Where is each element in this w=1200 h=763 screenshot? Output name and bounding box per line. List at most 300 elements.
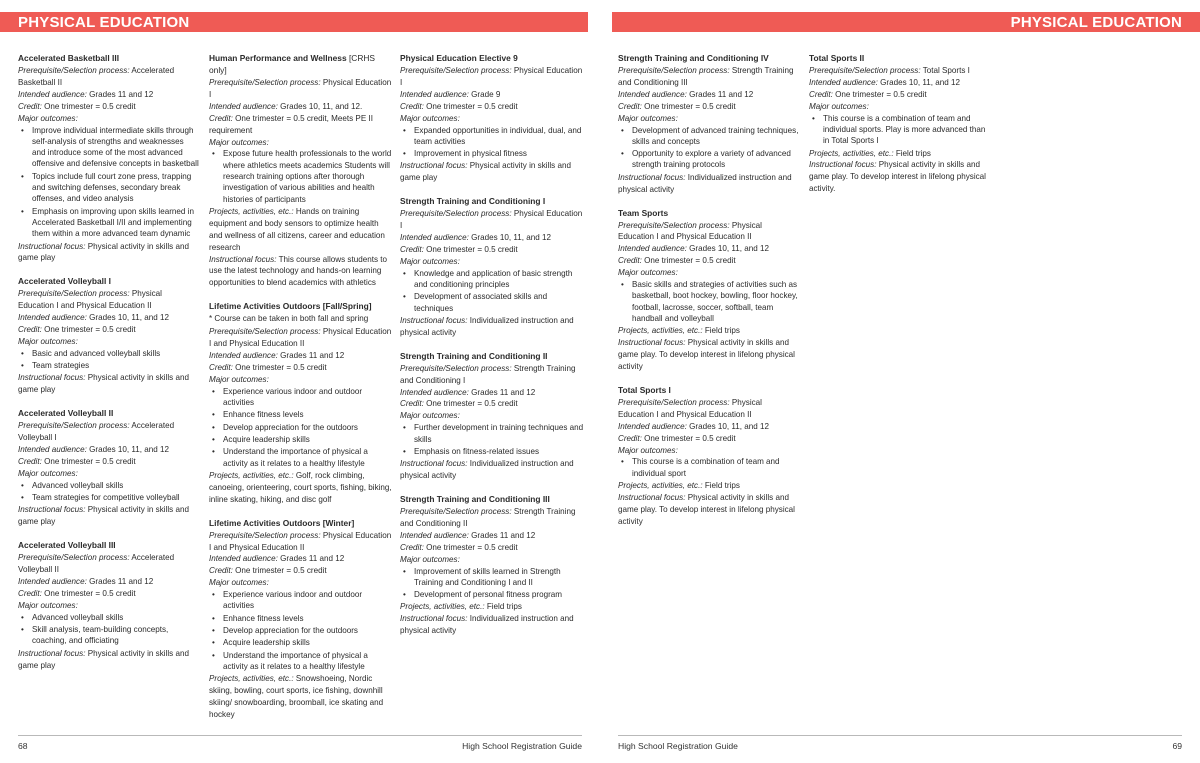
outcome-item: • Skill analysis, team-building concepts, coaching, and officiating	[18, 624, 199, 647]
prerequisite-field-label: Prerequisite/Selection process:	[809, 66, 921, 75]
prerequisite-field	[18, 288, 199, 312]
course-block	[400, 493, 584, 637]
credit-field-label: Credit:	[400, 244, 424, 254]
focus-field	[618, 337, 799, 373]
course-block	[18, 52, 199, 264]
focus-field	[400, 613, 584, 637]
projects-field-value: Field trips	[895, 148, 931, 158]
projects-field	[618, 480, 799, 492]
audience-field-label: Intended audience:	[400, 89, 469, 99]
credit-field-value: One trimester = 0.5 credit	[426, 542, 518, 552]
course-title	[18, 407, 199, 419]
audience-field-value: Grades 10, 11, and 12	[471, 233, 552, 243]
credit-field-label: Credit:	[400, 101, 424, 111]
course-block	[18, 275, 199, 396]
outcomes-label: Major outcomes:	[18, 468, 78, 478]
outcome-item: • This course is a combination of team and individual sport	[618, 456, 799, 479]
outcomes-list	[18, 348, 199, 372]
course-block	[618, 52, 799, 196]
prerequisite-field-value: Physical Education I	[209, 78, 392, 99]
projects-field-value: Field trips	[704, 481, 740, 490]
prerequisite-field	[400, 208, 584, 232]
prerequisite-field-label: Prerequisite/Selection process:	[400, 66, 512, 75]
audience-field-value: Grades 11 and 12	[689, 89, 754, 99]
projects-field-value: Field trips	[704, 326, 740, 336]
audience-field-value: Grades 10, 11, and 12	[689, 244, 770, 254]
column-1	[18, 52, 199, 682]
course-title-text: Physical Education Elective 9	[400, 53, 518, 63]
prerequisite-field-value: Physical Education I and Physical Education II	[209, 327, 392, 349]
audience-field-label: Intended audience:	[618, 421, 687, 431]
credit-field	[209, 113, 392, 137]
course-block	[400, 52, 584, 184]
prerequisite-field-label: Prerequisite/Selection process:	[400, 209, 512, 219]
focus-field-label: Instructional focus:	[18, 373, 86, 383]
credit-field	[618, 433, 799, 445]
course-title	[18, 275, 199, 287]
course-title-text: Total Sports I	[618, 384, 671, 395]
left-page-number: 68	[18, 741, 28, 751]
audience-field-label: Intended audience:	[618, 244, 687, 254]
credit-field-value: One trimester = 0.5 credit	[44, 588, 136, 598]
focus-field-label: Instructional focus:	[400, 459, 468, 469]
focus-field-value: Individualized instruction and physical activity	[400, 614, 574, 636]
outcome-item: • Experience various indoor and outdoor activities	[209, 589, 392, 612]
course-title	[18, 52, 199, 64]
outcomes-list	[18, 125, 199, 240]
prerequisite-field	[209, 530, 392, 554]
audience-field-label: Intended audience:	[209, 554, 278, 564]
prerequisite-field-value: Physical Education I and Physical Education II	[209, 530, 392, 552]
outcome-item: • Basic and advanced volleyball skills	[18, 348, 199, 359]
projects-field-label: Projects, activities, etc.:	[618, 481, 703, 490]
credit-field-value: One trimester = 0.5 credit	[644, 101, 736, 111]
outcomes-list	[18, 480, 199, 504]
projects-field	[209, 470, 392, 506]
prerequisite-field-value: Total Sports I	[922, 66, 970, 75]
outcome-item: • Experience various indoor and outdoor activities	[209, 386, 392, 409]
focus-field-label: Instructional focus:	[400, 315, 468, 325]
right-page-number: 69	[1172, 741, 1182, 751]
audience-field-value: Grades 10, 11, and 12	[880, 77, 961, 87]
left-page-title: PHYSICAL EDUCATION	[18, 14, 190, 31]
focus-field	[400, 458, 584, 482]
projects-field-label: Projects, activities, etc.:	[809, 148, 894, 158]
credit-field-value: One trimester = 0.5 credit, Meets PE II requirement	[209, 113, 373, 135]
credit-field-value: One trimester = 0.5 credit	[644, 433, 736, 443]
focus-field-value: Physical activity in skills and game play. To develop interest in lifelong physical activity	[618, 492, 795, 526]
course-title-text: Accelerated Volleyball I	[18, 276, 111, 287]
outcomes-label: Major outcomes:	[18, 600, 78, 610]
credit-field	[809, 89, 991, 101]
focus-field-label: Instructional focus:	[209, 254, 277, 264]
focus-field-value: Physical activity in skills and game play	[18, 241, 189, 263]
course-title	[400, 493, 584, 505]
outcome-item: • Development of personal fitness program	[400, 589, 584, 600]
audience-field-value: Grades 10, 11, and 12	[89, 313, 170, 323]
left-guide-title: High School Registration Guide	[462, 741, 582, 751]
audience-field-label: Intended audience:	[209, 351, 278, 361]
focus-field	[618, 172, 799, 196]
focus-field-label: Instructional focus:	[400, 161, 468, 171]
credit-field-label: Credit:	[209, 566, 233, 576]
audience-field-value: Grades 10, 11, and 12	[689, 421, 770, 431]
outcomes-list	[400, 422, 584, 457]
credit-field-value: One trimester = 0.5 credit	[644, 256, 736, 266]
focus-field	[18, 241, 199, 265]
course-title-text: Accelerated Volleyball III	[18, 540, 116, 551]
focus-field-value: Individualized instruction and physical activity	[618, 172, 792, 194]
course-title	[618, 384, 799, 396]
outcome-item: • Opportunity to explore a variety of advanced strength training protocols	[618, 148, 799, 171]
outcomes-list	[18, 612, 199, 647]
course-block	[400, 195, 584, 339]
outcome-item: • Team strategies	[18, 360, 199, 371]
focus-field-value: Physical activity in skills and game play	[18, 648, 189, 670]
credit-field	[400, 101, 584, 113]
prerequisite-field-value: Physical Education I	[400, 66, 583, 87]
outcome-item: • Team strategies for competitive volleyball	[18, 492, 199, 503]
right-page-title: PHYSICAL EDUCATION	[1010, 14, 1182, 31]
outcomes-label: Major outcomes:	[618, 113, 678, 123]
prerequisite-field-value: Physical Education I and Physical Education II	[18, 289, 162, 311]
focus-field-label: Instructional focus:	[618, 172, 686, 182]
outcome-item: • Basic skills and strategies of activities such as basketball, boot hockey, bowling, floor hockey, football, lacrosse, soccer, softball, team handball and volleyball	[618, 279, 799, 324]
outcomes-list	[209, 386, 392, 469]
credit-field	[209, 565, 392, 577]
projects-field-label: Projects, activities, etc.:	[209, 206, 294, 216]
outcome-item: • Expanded opportunities in individual, dual, and team activities	[400, 125, 584, 148]
prerequisite-field-label: Prerequisite/Selection process:	[209, 327, 321, 337]
outcome-item: • Expose future health professionals to the world where athletics meets academics Students will research training options after thorough investigation of various abilities and health histories of participants	[209, 148, 392, 204]
audience-field-label: Intended audience:	[18, 577, 87, 586]
outcome-item: • Develop appreciation for the outdoors	[209, 422, 392, 433]
course-title-text: Lifetime Activities Outdoors [Winter]	[209, 517, 355, 528]
course-title	[618, 52, 799, 64]
course-title-text: Strength Training and Conditioning II	[400, 350, 548, 361]
prerequisite-field-value: Physical Education I	[400, 209, 583, 231]
credit-field	[618, 255, 799, 267]
right-guide-title: High School Registration Guide	[618, 741, 738, 751]
focus-field-value: This course allows students to use the latest technology and hands-on learning opportunities to blend academics with athletics	[209, 254, 388, 288]
projects-field-label: Projects, activities, etc.:	[209, 470, 294, 480]
credit-field-label: Credit:	[618, 101, 642, 111]
focus-field-value: Physical activity in skills and game play. To develop interest in lifelong physical activity	[618, 338, 795, 371]
prerequisite-field-label: Prerequisite/Selection process:	[209, 78, 321, 87]
outcomes-label: Major outcomes:	[618, 445, 678, 455]
course-title	[400, 52, 584, 64]
credit-field	[400, 244, 584, 256]
credit-field-label: Credit:	[18, 325, 42, 335]
outcome-item: • Improvement in physical fitness	[400, 148, 584, 159]
credit-field-label: Credit:	[18, 101, 42, 111]
audience-field-value: Grades 10, 11, and 12	[89, 445, 170, 455]
course-title-text: Team Sports	[618, 207, 669, 218]
outcomes-label: Major outcomes:	[400, 411, 460, 421]
outcome-item: • Understand the importance of physical a activity as it relates to a healthy lifestyle	[209, 446, 392, 469]
audience-field-label: Intended audience:	[209, 101, 278, 111]
prerequisite-field-label: Prerequisite/Selection process:	[18, 421, 130, 431]
prerequisite-field-value: Accelerated Volleyball II	[18, 553, 175, 575]
course-title	[18, 539, 199, 551]
outcome-item: • Knowledge and application of basic strength and conditioning principles	[400, 268, 584, 291]
prerequisite-field-label: Prerequisite/Selection process:	[18, 66, 130, 75]
course-block	[209, 300, 392, 505]
prerequisite-field-label: Prerequisite/Selection process:	[18, 289, 130, 299]
column-2	[209, 52, 392, 732]
audience-field-label: Intended audience:	[618, 89, 687, 99]
audience-field-label: Intended audience:	[18, 313, 87, 323]
focus-field-label: Instructional focus:	[18, 648, 86, 658]
course-title-text: Accelerated Volleyball II	[18, 408, 114, 419]
projects-field	[809, 148, 991, 160]
credit-field-label: Credit:	[209, 362, 233, 372]
prerequisite-field-value: Strength Training and Conditioning III	[618, 66, 794, 87]
credit-field-value: One trimester = 0.5 credit	[235, 362, 327, 372]
prerequisite-field	[18, 420, 199, 444]
credit-field	[18, 101, 199, 113]
outcome-item: • Further development in training techniques and skills	[400, 422, 584, 445]
prerequisite-field-value: Accelerated Volleyball I	[18, 421, 175, 443]
credit-field	[400, 398, 584, 410]
prerequisite-field	[618, 397, 799, 421]
audience-field-label: Intended audience:	[18, 445, 87, 455]
course-title	[400, 195, 584, 207]
outcome-item: • Topics include full court zone press, trapping and switching defenses, secondary break offenses, and video analysis	[18, 171, 199, 205]
focus-field-label: Instructional focus:	[18, 505, 86, 515]
focus-field-value: Physical activity in skills and game play	[18, 505, 189, 527]
focus-field	[18, 648, 199, 672]
outcomes-label: Major outcomes:	[400, 554, 460, 564]
outcomes-list	[809, 113, 991, 147]
course-note: * Course can be taken in both fall and spring	[209, 314, 369, 324]
audience-field-label: Intended audience:	[18, 89, 87, 99]
prerequisite-field-label: Prerequisite/Selection process:	[618, 397, 730, 407]
audience-field	[209, 101, 392, 113]
outcome-item: • Acquire leadership skills	[209, 434, 392, 445]
course-title-text: Strength Training and Conditioning I	[400, 196, 546, 207]
column-3	[400, 52, 584, 648]
audience-field	[618, 89, 799, 101]
prerequisite-field	[809, 65, 991, 77]
prerequisite-field	[618, 220, 799, 244]
audience-field-label: Intended audience:	[400, 387, 469, 397]
credit-field-label: Credit:	[618, 256, 642, 266]
credit-field	[18, 456, 199, 468]
prerequisite-field-value: Physical Education I and Physical Education II	[618, 220, 762, 242]
prerequisite-field-value: Strength Training and Conditioning II	[400, 507, 576, 528]
credit-field	[618, 101, 799, 113]
outcomes-list	[400, 125, 584, 160]
column-5	[809, 52, 991, 206]
prerequisite-field-label: Prerequisite/Selection process:	[618, 220, 730, 230]
audience-field	[209, 553, 392, 565]
credit-field-label: Credit:	[400, 399, 424, 409]
credit-field-value: One trimester = 0.5 credit	[235, 566, 327, 576]
focus-field-value: Individualized instruction and physical activity	[400, 315, 574, 337]
column-4	[618, 52, 799, 539]
prerequisite-field-label: Prerequisite/Selection process:	[400, 363, 512, 373]
outcome-item: • Acquire leadership skills	[209, 637, 392, 648]
prerequisite-field	[209, 77, 392, 101]
course-title-text: Accelerated Basketball III	[18, 53, 120, 63]
outcomes-list	[618, 456, 799, 479]
projects-field	[209, 673, 392, 721]
focus-field	[809, 159, 991, 195]
course-title-text: Total Sports II	[809, 53, 865, 63]
outcome-item: • Enhance fitness levels	[209, 613, 392, 624]
credit-field-label: Credit:	[18, 456, 42, 466]
credit-field	[18, 324, 199, 336]
outcome-item: • Improvement of skills learned in Strength Training and Conditioning I and II	[400, 566, 584, 589]
focus-field-value: Individualized instruction and physical activity	[400, 459, 574, 481]
outcome-item: • Enhance fitness levels	[209, 409, 392, 420]
audience-field-label: Intended audience:	[809, 77, 878, 87]
projects-field	[209, 206, 392, 254]
focus-field-value: Physical activity in skills and game play	[18, 373, 189, 395]
course-title	[209, 517, 392, 529]
credit-field-label: Credit:	[400, 542, 424, 552]
course-title-text: Lifetime Activities Outdoors [Fall/Spring]	[209, 301, 372, 312]
audience-field	[618, 421, 799, 433]
outcomes-label: Major outcomes:	[209, 374, 269, 384]
outcome-item: • Improve individual intermediate skills through self-analysis of strengths and weaknesses and introduce some of the most advanced offensive and defensive concepts in basketball	[18, 125, 199, 170]
course-block	[618, 384, 799, 528]
course-title	[400, 350, 584, 362]
outcome-item: • Understand the importance of physical a activity as it relates to a healthy lifestyle	[209, 650, 392, 673]
course-title-suffix: [CRHS only]	[209, 53, 376, 75]
outcomes-label: Major outcomes:	[18, 336, 78, 346]
course-title	[618, 207, 799, 219]
course-title-text: Strength Training and Conditioning IV	[618, 53, 769, 63]
focus-field	[618, 492, 799, 528]
outcomes-list	[400, 566, 584, 601]
audience-field	[400, 530, 584, 542]
course-title	[209, 52, 392, 76]
focus-field	[18, 372, 199, 396]
focus-field-label: Instructional focus:	[618, 338, 686, 348]
audience-field-value: Grades 11 and 12	[280, 351, 345, 361]
audience-field-value: Grade 9	[471, 89, 501, 99]
prerequisite-field-value: Accelerated Basketball II	[18, 66, 175, 87]
prerequisite-field	[400, 506, 584, 530]
course-block	[809, 52, 991, 195]
audience-field	[18, 89, 199, 101]
audience-field	[400, 387, 584, 399]
outcome-item: • Emphasis on improving upon skills learned in Accelerated Basketball I/II and implementing them within a more advanced team dynamic	[18, 206, 199, 240]
credit-field	[400, 542, 584, 554]
audience-field-value: Grades 10, 11, and 12.	[280, 101, 363, 111]
projects-field-value: Golf, rock climbing, canoeing, orienteering, court sports, fishing, biking, inline skating, hiking, and disc golf	[209, 470, 392, 504]
projects-field-label: Projects, activities, etc.:	[618, 326, 703, 336]
credit-field	[18, 588, 199, 600]
credit-field-label: Credit:	[809, 89, 833, 99]
audience-field-value: Grades 11 and 12	[89, 577, 154, 586]
outcome-item: • Development of advanced training techniques, skills and concepts	[618, 125, 799, 148]
audience-field	[18, 576, 199, 588]
credit-field-value: One trimester = 0.5 credit	[44, 101, 136, 111]
course-block	[18, 407, 199, 528]
credit-field	[209, 362, 392, 374]
outcomes-label: Major outcomes:	[209, 578, 269, 588]
left-footer-rule	[18, 735, 582, 736]
prerequisite-field	[18, 65, 199, 89]
credit-field-value: One trimester = 0.5 credit	[426, 244, 518, 254]
course-block	[18, 539, 199, 671]
prerequisite-field	[400, 363, 584, 387]
focus-field-label: Instructional focus:	[18, 241, 86, 251]
focus-field-label: Instructional focus:	[809, 160, 877, 170]
projects-field-label: Projects, activities, etc.:	[400, 602, 485, 612]
outcome-item: • Advanced volleyball skills	[18, 480, 199, 491]
course-block	[209, 517, 392, 721]
outcomes-label: Major outcomes:	[618, 268, 678, 278]
outcomes-list	[400, 268, 584, 314]
audience-field	[18, 312, 199, 324]
projects-field-label: Projects, activities, etc.:	[209, 674, 294, 684]
credit-field-value: One trimester = 0.5 credit	[835, 89, 927, 99]
credit-field-value: One trimester = 0.5 credit	[426, 399, 518, 409]
outcome-item: • Develop appreciation for the outdoors	[209, 625, 392, 636]
outcome-item: • Emphasis on fitness-related issues	[400, 446, 584, 457]
audience-field	[618, 243, 799, 255]
audience-field	[18, 444, 199, 456]
credit-field-value: One trimester = 0.5 credit	[44, 325, 136, 335]
audience-field	[400, 232, 584, 244]
focus-field-value: Physical activity in skills and game play	[400, 161, 571, 183]
outcomes-label: Major outcomes:	[209, 137, 269, 147]
credit-field-value: One trimester = 0.5 credit	[44, 456, 136, 466]
credit-field-label: Credit:	[18, 588, 42, 598]
course-title-text: Human Performance and Wellness	[209, 53, 347, 63]
focus-field	[209, 254, 392, 290]
outcomes-label: Major outcomes:	[400, 256, 460, 266]
audience-field-value: Grades 11 and 12	[89, 89, 154, 99]
audience-field	[809, 77, 991, 89]
outcome-item: • Advanced volleyball skills	[18, 612, 199, 623]
credit-field-value: One trimester = 0.5 credit	[426, 101, 518, 111]
audience-field-value: Grades 11 and 12	[471, 387, 536, 397]
outcomes-list	[618, 125, 799, 171]
course-block	[618, 207, 799, 373]
audience-field	[209, 350, 392, 362]
audience-field-value: Grades 11 and 12	[471, 530, 536, 540]
focus-field-label: Instructional focus:	[400, 614, 468, 624]
prerequisite-field-label: Prerequisite/Selection process:	[18, 553, 130, 563]
focus-field	[400, 160, 584, 184]
audience-field-label: Intended audience:	[400, 530, 469, 540]
focus-field	[400, 315, 584, 339]
audience-field-label: Intended audience:	[400, 233, 469, 243]
course-title-text: Strength Training and Conditioning III	[400, 494, 550, 504]
outcomes-label: Major outcomes:	[809, 101, 869, 111]
prerequisite-field-label: Prerequisite/Selection process:	[209, 530, 321, 540]
course-title	[209, 300, 392, 312]
credit-field-label: Credit:	[209, 113, 233, 123]
audience-field-value: Grades 11 and 12	[280, 554, 345, 564]
outcome-item: • Development of associated skills and techniques	[400, 291, 584, 314]
credit-field-label: Credit:	[618, 433, 642, 443]
prerequisite-field-label: Prerequisite/Selection process:	[618, 66, 730, 75]
projects-field-value: Hands on training equipment and body sensors to optimize health and wellness of all citizens, career and education research	[209, 206, 385, 252]
prerequisite-field-label: Prerequisite/Selection process:	[400, 507, 512, 516]
course-block	[400, 350, 584, 482]
audience-field	[400, 89, 584, 101]
prerequisite-field	[400, 65, 584, 89]
projects-field	[400, 601, 584, 613]
outcomes-label: Major outcomes:	[18, 113, 78, 123]
right-footer-rule	[618, 735, 1182, 736]
